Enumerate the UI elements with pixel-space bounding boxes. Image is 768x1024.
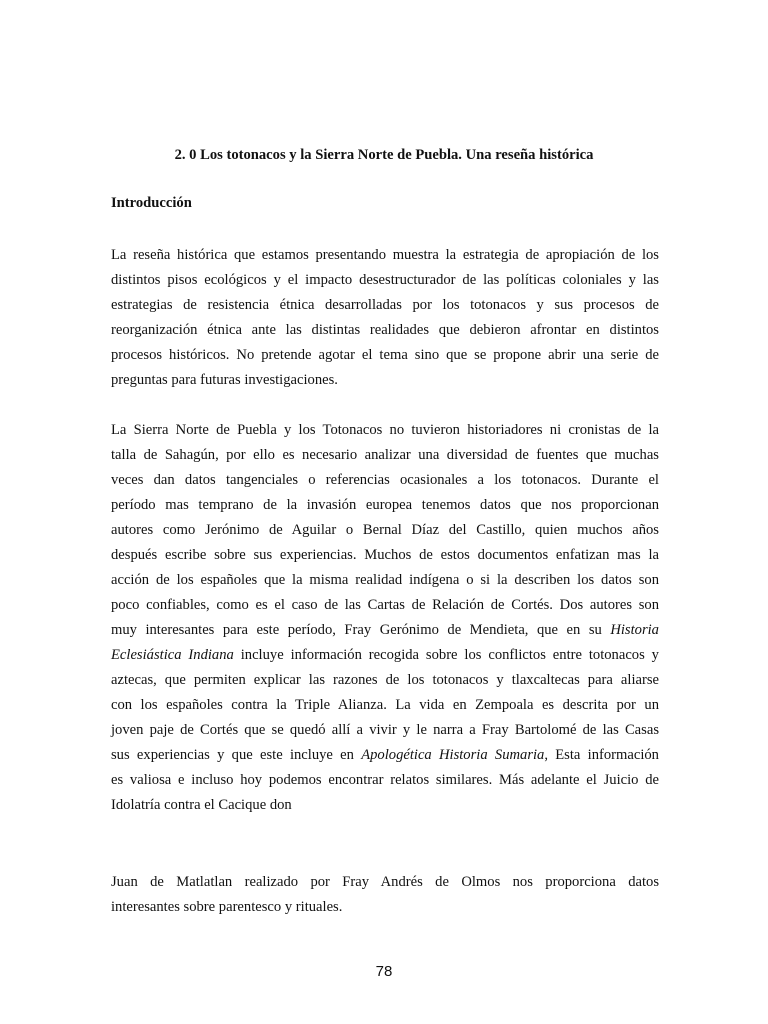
- text-line: poco confiables, como es el caso de las Cartas de Relación de Cortés. Dos autores son: [111, 597, 659, 613]
- text-line: talla de Sahagún, por ello es necesario analizar una diversidad de fuentes que muchas: [111, 447, 659, 463]
- text-line: joven paje de Cortés que se quedó allí a vivir y le narra a Fray Bartolomé de las Casas: [111, 722, 659, 738]
- text-segment: sus experiencias y que este incluye en: [111, 747, 354, 763]
- text-line: procesos históricos. No pretende agotar el tema sino que se propone abrir una serie de: [111, 347, 659, 363]
- text-line: aztecas, que permiten explicar las razones de los totonacos y tlaxcaltecas para aliarse: [111, 672, 659, 688]
- text-line: después escribe sobre sus experiencias. Muchos de estos documentos enfatizan mas la: [111, 547, 659, 563]
- text-line-mixed: [111, 743, 659, 768]
- paragraph-sources: [111, 418, 659, 818]
- paragraph-continuation: [111, 870, 659, 920]
- text-line-mixed: [111, 618, 659, 643]
- text-line: es valiosa e incluso hoy podemos encontrar relatos similares. Más adelante el Juicio de: [111, 772, 659, 788]
- paragraph-intro: [111, 243, 659, 393]
- text-line: veces dan datos tangenciales o referencias ocasionales a los totonacos. Durante el: [111, 472, 659, 488]
- italic-title: Apologética Historia Sumaria: [361, 747, 545, 763]
- italic-title: Eclesiástica Indiana: [111, 647, 234, 663]
- text-line: La reseña histórica que estamos presentando muestra la estrategia de apropiación de los: [111, 247, 659, 263]
- text-line: con los españoles contra la Triple Alianza. La vida en Zempoala es descrita por un: [111, 697, 659, 713]
- text-segment: , Esta información: [544, 747, 659, 763]
- text-line-mixed: [111, 643, 659, 668]
- text-line: Idolatría contra el Cacique don: [111, 797, 292, 813]
- text-line: autores como Jerónimo de Aguilar o Bernal Díaz del Castillo, quien muchos años: [111, 522, 659, 538]
- text-segment: incluye información recogida sobre los conflictos entre totonacos y: [240, 647, 659, 663]
- text-line: Juan de Matlatlan realizado por Fray Andrés de Olmos nos proporciona datos: [111, 874, 659, 890]
- text-line: estrategias de resistencia étnica desarrolladas por los totonacos y sus procesos de: [111, 297, 659, 313]
- text-line: período mas temprano de la invasión europea tenemos datos que nos proporcionan: [111, 497, 659, 513]
- page-number: 78: [375, 963, 393, 980]
- text-line: acción de los españoles que la misma realidad indígena o si la describen los datos son: [111, 572, 659, 588]
- text-segment: muy interesantes para este período, Fray Gerónimo de Mendieta, que en su: [111, 622, 602, 638]
- text-line: reorganización étnica ante las distintas realidades que debieron afrontar en distintos: [111, 322, 659, 338]
- chapter-title: 2. 0 Los totonacos y la Sierra Norte de Puebla. Una reseña histórica: [174, 147, 594, 163]
- text-line: interesantes sobre parentesco y rituales.: [111, 899, 343, 915]
- text-line: distintos pisos ecológicos y el impacto desestructurador de las políticas coloniales y las: [111, 272, 659, 288]
- italic-title: Historia: [610, 622, 659, 638]
- text-line: La Sierra Norte de Puebla y los Totonacos no tuvieron historiadores ni cronistas de la: [111, 422, 659, 438]
- text-line: preguntas para futuras investigaciones.: [111, 372, 338, 388]
- section-heading: Introducción: [111, 195, 192, 211]
